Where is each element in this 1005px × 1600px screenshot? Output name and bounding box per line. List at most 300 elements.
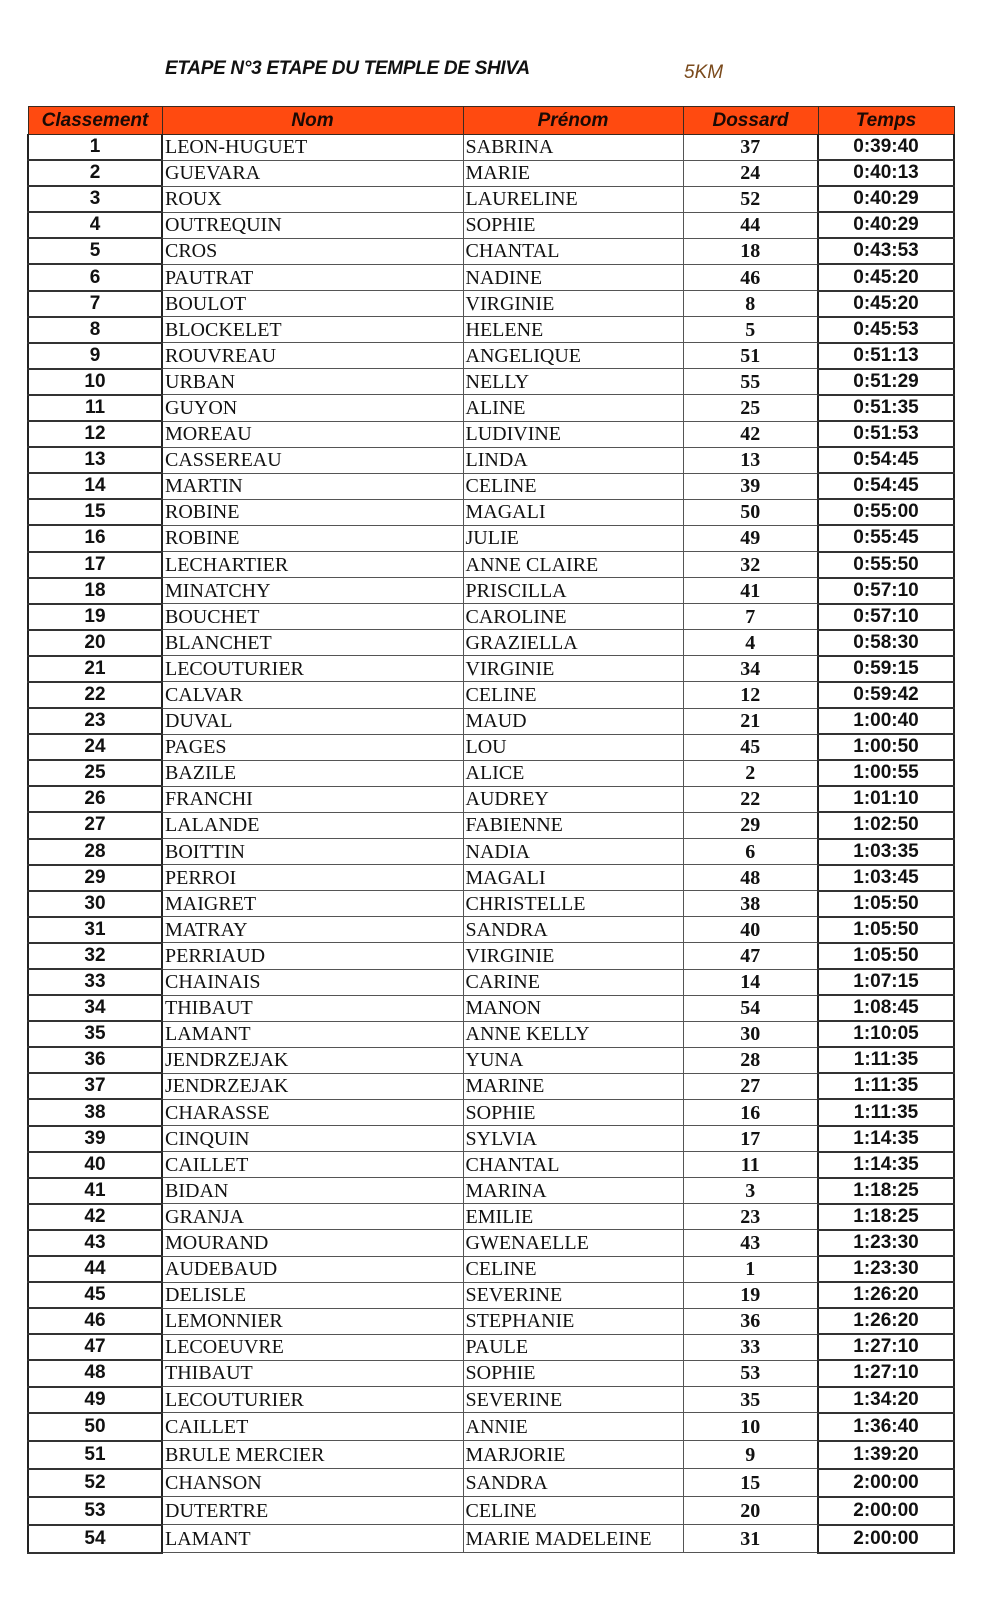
table-row (28, 473, 954, 499)
dossard-cell: 36 (683, 1308, 818, 1334)
dossard-cell: 19 (683, 1282, 818, 1308)
temps-cell: 1:18:25 (818, 1204, 954, 1230)
prenom-cell: EMILIE (463, 1204, 683, 1230)
temps-cell: 0:51:53 (818, 421, 954, 447)
prenom-cell: AUDREY (463, 786, 683, 812)
nom-cell: JENDRZEJAK (162, 1073, 463, 1099)
temps-cell: 1:00:40 (818, 708, 954, 734)
rank-cell: 9 (28, 343, 162, 369)
temps-cell: 1:36:40 (818, 1413, 954, 1441)
dossard-cell: 25 (683, 395, 818, 421)
nom-cell: CHARASSE (162, 1099, 463, 1125)
prenom-cell: SANDRA (463, 1469, 683, 1497)
nom-cell: LAMANT (162, 1525, 463, 1553)
nom-cell: PAUTRAT (162, 264, 463, 290)
temps-cell: 0:58:30 (818, 630, 954, 656)
temps-cell: 1:26:20 (818, 1308, 954, 1334)
dossard-cell: 20 (683, 1497, 818, 1525)
prenom-cell: VIRGINIE (463, 943, 683, 969)
dossard-cell: 12 (683, 682, 818, 708)
temps-cell: 1:02:50 (818, 812, 954, 838)
nom-cell: ROUX (162, 186, 463, 212)
nom-cell: CROS (162, 238, 463, 264)
table-row (28, 865, 954, 891)
temps-cell: 1:27:10 (818, 1334, 954, 1360)
temps-cell: 0:45:53 (818, 317, 954, 343)
rank-cell: 35 (28, 1021, 162, 1047)
rank-cell: 24 (28, 734, 162, 760)
table-row (28, 578, 954, 604)
nom-cell: ROUVREAU (162, 343, 463, 369)
table-row (28, 1047, 954, 1073)
prenom-cell: MAGALI (463, 499, 683, 525)
prenom-cell: CHRISTELLE (463, 891, 683, 917)
table-row (28, 734, 954, 760)
dossard-cell: 8 (683, 291, 818, 317)
prenom-cell: LUDIVINE (463, 421, 683, 447)
rank-cell: 13 (28, 447, 162, 473)
table-row (28, 1152, 954, 1178)
temps-cell: 1:11:35 (818, 1099, 954, 1125)
prenom-cell: ALINE (463, 395, 683, 421)
prenom-cell: NADIA (463, 839, 683, 865)
table-row (28, 1525, 954, 1553)
prenom-cell: ANNE CLAIRE (463, 552, 683, 578)
table-row (28, 1073, 954, 1099)
dossard-cell: 54 (683, 995, 818, 1021)
rank-cell: 21 (28, 656, 162, 682)
temps-cell: 0:59:15 (818, 656, 954, 682)
dossard-cell: 50 (683, 499, 818, 525)
table-row (28, 525, 954, 551)
rank-cell: 31 (28, 917, 162, 943)
rank-cell: 44 (28, 1256, 162, 1282)
temps-cell: 2:00:00 (818, 1469, 954, 1497)
prenom-cell: MARIE MADELEINE (463, 1525, 683, 1553)
nom-cell: BRULE MERCIER (162, 1441, 463, 1469)
nom-cell: PAGES (162, 734, 463, 760)
nom-cell: LECOUTURIER (162, 1387, 463, 1413)
temps-cell: 1:23:30 (818, 1256, 954, 1282)
rank-cell: 16 (28, 525, 162, 551)
table-row (28, 1282, 954, 1308)
nom-cell: JENDRZEJAK (162, 1047, 463, 1073)
dossard-cell: 5 (683, 317, 818, 343)
temps-cell: 0:57:10 (818, 604, 954, 630)
temps-cell: 0:43:53 (818, 238, 954, 264)
table-row (28, 1256, 954, 1282)
nom-cell: PERROI (162, 865, 463, 891)
table-row (28, 969, 954, 995)
temps-cell: 0:51:35 (818, 395, 954, 421)
temps-cell: 0:40:13 (818, 160, 954, 186)
dossard-cell: 31 (683, 1525, 818, 1553)
temps-cell: 0:55:00 (818, 499, 954, 525)
rank-cell: 48 (28, 1360, 162, 1386)
prenom-cell: VIRGINIE (463, 291, 683, 317)
nom-cell: MOREAU (162, 421, 463, 447)
prenom-cell: SEVERINE (463, 1282, 683, 1308)
nom-cell: MINATCHY (162, 578, 463, 604)
table-row (28, 1126, 954, 1152)
prenom-cell: SOPHIE (463, 212, 683, 238)
nom-cell: BLANCHET (162, 630, 463, 656)
prenom-cell: LAURELINE (463, 186, 683, 212)
dossard-cell: 45 (683, 734, 818, 760)
nom-cell: THIBAUT (162, 1360, 463, 1386)
rank-cell: 28 (28, 839, 162, 865)
prenom-cell: CHANTAL (463, 238, 683, 264)
temps-cell: 0:40:29 (818, 186, 954, 212)
nom-cell: LEMONNIER (162, 1308, 463, 1334)
dossard-cell: 32 (683, 552, 818, 578)
dossard-cell: 17 (683, 1126, 818, 1152)
nom-cell: LEON-HUGUET (162, 135, 463, 161)
prenom-cell: CAROLINE (463, 604, 683, 630)
prenom-cell: GRAZIELLA (463, 630, 683, 656)
prenom-cell: LOU (463, 734, 683, 760)
rank-cell: 53 (28, 1497, 162, 1525)
rank-cell: 37 (28, 1073, 162, 1099)
temps-cell: 1:03:35 (818, 839, 954, 865)
nom-cell: LECOEUVRE (162, 1334, 463, 1360)
temps-cell: 1:23:30 (818, 1230, 954, 1256)
column-header-temps: Temps (818, 107, 954, 135)
rank-cell: 36 (28, 1047, 162, 1073)
table-row (28, 1308, 954, 1334)
rank-cell: 18 (28, 578, 162, 604)
prenom-cell: PRISCILLA (463, 578, 683, 604)
nom-cell: ROBINE (162, 525, 463, 551)
prenom-cell: SYLVIA (463, 1126, 683, 1152)
temps-cell: 0:54:45 (818, 447, 954, 473)
nom-cell: CASSEREAU (162, 447, 463, 473)
prenom-cell: NELLY (463, 369, 683, 395)
prenom-cell: ANNE KELLY (463, 1021, 683, 1047)
dossard-cell: 28 (683, 1047, 818, 1073)
temps-cell: 1:39:20 (818, 1441, 954, 1469)
nom-cell: FRANCHI (162, 786, 463, 812)
prenom-cell: SABRINA (463, 135, 683, 161)
rank-cell: 27 (28, 812, 162, 838)
prenom-cell: GWENAELLE (463, 1230, 683, 1256)
table-row (28, 604, 954, 630)
rank-cell: 23 (28, 708, 162, 734)
table-row (28, 1334, 954, 1360)
prenom-cell: CELINE (463, 682, 683, 708)
prenom-cell: MARINE (463, 1073, 683, 1099)
prenom-cell: HELENE (463, 317, 683, 343)
temps-cell: 1:01:10 (818, 786, 954, 812)
prenom-cell: MARJORIE (463, 1441, 683, 1469)
rank-cell: 46 (28, 1308, 162, 1334)
rank-cell: 26 (28, 786, 162, 812)
prenom-cell: CHANTAL (463, 1152, 683, 1178)
rank-cell: 39 (28, 1126, 162, 1152)
table-row (28, 630, 954, 656)
temps-cell: 0:55:50 (818, 552, 954, 578)
prenom-cell: FABIENNE (463, 812, 683, 838)
dossard-cell: 48 (683, 865, 818, 891)
dossard-cell: 16 (683, 1099, 818, 1125)
nom-cell: MOURAND (162, 1230, 463, 1256)
prenom-cell: ANGELIQUE (463, 343, 683, 369)
table-row (28, 786, 954, 812)
temps-cell: 0:54:45 (818, 473, 954, 499)
prenom-cell: PAULE (463, 1334, 683, 1360)
column-header-prenom: Prénom (463, 107, 683, 135)
table-row (28, 421, 954, 447)
prenom-cell: MAGALI (463, 865, 683, 891)
temps-cell: 1:14:35 (818, 1152, 954, 1178)
dossard-cell: 49 (683, 525, 818, 551)
rank-cell: 10 (28, 369, 162, 395)
rank-cell: 42 (28, 1204, 162, 1230)
prenom-cell: MARINA (463, 1178, 683, 1204)
table-row (28, 343, 954, 369)
table-row (28, 708, 954, 734)
table-row (28, 395, 954, 421)
prenom-cell: NADINE (463, 264, 683, 290)
rank-cell: 50 (28, 1413, 162, 1441)
table-row (28, 212, 954, 238)
rank-cell: 15 (28, 499, 162, 525)
dossard-cell: 51 (683, 343, 818, 369)
dossard-cell: 43 (683, 1230, 818, 1256)
nom-cell: URBAN (162, 369, 463, 395)
column-header-dossard: Dossard (683, 107, 818, 135)
distance-label: 5KM (684, 62, 724, 83)
table-row (28, 1469, 954, 1497)
nom-cell: LAMANT (162, 1021, 463, 1047)
rank-cell: 40 (28, 1152, 162, 1178)
dossard-cell: 35 (683, 1387, 818, 1413)
prenom-cell: MARIE (463, 160, 683, 186)
nom-cell: ROBINE (162, 499, 463, 525)
temps-cell: 1:14:35 (818, 1126, 954, 1152)
dossard-cell: 38 (683, 891, 818, 917)
temps-cell: 0:45:20 (818, 291, 954, 317)
nom-cell: DUTERTRE (162, 1497, 463, 1525)
nom-cell: PERRIAUD (162, 943, 463, 969)
page-title: ETAPE N°3 ETAPE DU TEMPLE DE SHIVA (165, 58, 530, 79)
dossard-cell: 34 (683, 656, 818, 682)
nom-cell: BOITTIN (162, 839, 463, 865)
dossard-cell: 18 (683, 238, 818, 264)
table-row (28, 264, 954, 290)
rank-cell: 12 (28, 421, 162, 447)
table-row (28, 1413, 954, 1441)
table-row (28, 1441, 954, 1469)
rank-cell: 43 (28, 1230, 162, 1256)
prenom-cell: MANON (463, 995, 683, 1021)
rank-cell: 7 (28, 291, 162, 317)
rank-cell: 22 (28, 682, 162, 708)
dossard-cell: 6 (683, 839, 818, 865)
nom-cell: CALVAR (162, 682, 463, 708)
temps-cell: 1:07:15 (818, 969, 954, 995)
table-row (28, 1497, 954, 1525)
nom-cell: GRANJA (162, 1204, 463, 1230)
prenom-cell: CELINE (463, 1256, 683, 1282)
nom-cell: BLOCKELET (162, 317, 463, 343)
temps-cell: 1:27:10 (818, 1360, 954, 1386)
table-row (28, 891, 954, 917)
dossard-cell: 7 (683, 604, 818, 630)
dossard-cell: 1 (683, 1256, 818, 1282)
dossard-cell: 29 (683, 812, 818, 838)
rank-cell: 38 (28, 1099, 162, 1125)
prenom-cell: SOPHIE (463, 1360, 683, 1386)
dossard-cell: 39 (683, 473, 818, 499)
table-row (28, 917, 954, 943)
dossard-cell: 44 (683, 212, 818, 238)
temps-cell: 0:55:45 (818, 525, 954, 551)
prenom-cell: SEVERINE (463, 1387, 683, 1413)
nom-cell: AUDEBAUD (162, 1256, 463, 1282)
temps-cell: 1:10:05 (818, 1021, 954, 1047)
rank-cell: 32 (28, 943, 162, 969)
rank-cell: 1 (28, 135, 162, 161)
rank-cell: 52 (28, 1469, 162, 1497)
dossard-cell: 52 (683, 186, 818, 212)
rank-cell: 4 (28, 212, 162, 238)
temps-cell: 0:51:29 (818, 369, 954, 395)
nom-cell: CAILLET (162, 1152, 463, 1178)
dossard-cell: 22 (683, 786, 818, 812)
dossard-cell: 33 (683, 1334, 818, 1360)
dossard-cell: 47 (683, 943, 818, 969)
table-row (28, 682, 954, 708)
temps-cell: 1:11:35 (818, 1047, 954, 1073)
prenom-cell: JULIE (463, 525, 683, 551)
table-row (28, 1204, 954, 1230)
dossard-cell: 55 (683, 369, 818, 395)
prenom-cell: CELINE (463, 473, 683, 499)
temps-cell: 0:51:13 (818, 343, 954, 369)
dossard-cell: 37 (683, 135, 818, 161)
dossard-cell: 14 (683, 969, 818, 995)
rank-cell: 41 (28, 1178, 162, 1204)
temps-cell: 1:26:20 (818, 1282, 954, 1308)
temps-cell: 1:05:50 (818, 917, 954, 943)
rank-cell: 6 (28, 264, 162, 290)
nom-cell: BOULOT (162, 291, 463, 317)
nom-cell: GUEVARA (162, 160, 463, 186)
table-row (28, 186, 954, 212)
temps-cell: 2:00:00 (818, 1525, 954, 1553)
prenom-cell: STEPHANIE (463, 1308, 683, 1334)
nom-cell: GUYON (162, 395, 463, 421)
table-row (28, 1360, 954, 1386)
dossard-cell: 21 (683, 708, 818, 734)
prenom-cell: CELINE (463, 1497, 683, 1525)
rank-cell: 11 (28, 395, 162, 421)
nom-cell: OUTREQUIN (162, 212, 463, 238)
table-row (28, 943, 954, 969)
rank-cell: 20 (28, 630, 162, 656)
dossard-cell: 9 (683, 1441, 818, 1469)
dossard-cell: 42 (683, 421, 818, 447)
table-row (28, 839, 954, 865)
column-header-nom: Nom (162, 107, 463, 135)
table-row (28, 447, 954, 473)
nom-cell: THIBAUT (162, 995, 463, 1021)
rank-cell: 8 (28, 317, 162, 343)
nom-cell: LALANDE (162, 812, 463, 838)
temps-cell: 1:18:25 (818, 1178, 954, 1204)
dossard-cell: 4 (683, 630, 818, 656)
nom-cell: DUVAL (162, 708, 463, 734)
nom-cell: LECOUTURIER (162, 656, 463, 682)
rank-cell: 33 (28, 969, 162, 995)
nom-cell: MARTIN (162, 473, 463, 499)
nom-cell: MATRAY (162, 917, 463, 943)
prenom-cell: CARINE (463, 969, 683, 995)
temps-cell: 0:40:29 (818, 212, 954, 238)
prenom-cell: ANNIE (463, 1413, 683, 1441)
nom-cell: BOUCHET (162, 604, 463, 630)
column-header-classement: Classement (28, 107, 162, 135)
nom-cell: BAZILE (162, 760, 463, 786)
dossard-cell: 30 (683, 1021, 818, 1047)
dossard-cell: 3 (683, 1178, 818, 1204)
prenom-cell: MAUD (463, 708, 683, 734)
nom-cell: CHANSON (162, 1469, 463, 1497)
temps-cell: 1:05:50 (818, 891, 954, 917)
rank-cell: 5 (28, 238, 162, 264)
dossard-cell: 2 (683, 760, 818, 786)
rank-cell: 54 (28, 1525, 162, 1553)
table-row (28, 552, 954, 578)
table-row (28, 1021, 954, 1047)
temps-cell: 0:57:10 (818, 578, 954, 604)
table-row (28, 135, 954, 161)
nom-cell: LECHARTIER (162, 552, 463, 578)
rank-cell: 29 (28, 865, 162, 891)
table-row (28, 317, 954, 343)
dossard-cell: 40 (683, 917, 818, 943)
rank-cell: 47 (28, 1334, 162, 1360)
nom-cell: CINQUIN (162, 1126, 463, 1152)
dossard-cell: 41 (683, 578, 818, 604)
table-row (28, 1387, 954, 1413)
header-row (28, 107, 954, 135)
prenom-cell: ALICE (463, 760, 683, 786)
nom-cell: DELISLE (162, 1282, 463, 1308)
table-row (28, 238, 954, 264)
prenom-cell: SANDRA (463, 917, 683, 943)
dossard-cell: 15 (683, 1469, 818, 1497)
prenom-cell: LINDA (463, 447, 683, 473)
rank-cell: 51 (28, 1441, 162, 1469)
table-row (28, 291, 954, 317)
temps-cell: 1:34:20 (818, 1387, 954, 1413)
rank-cell: 30 (28, 891, 162, 917)
rank-cell: 14 (28, 473, 162, 499)
dossard-cell: 11 (683, 1152, 818, 1178)
dossard-cell: 53 (683, 1360, 818, 1386)
prenom-cell: VIRGINIE (463, 656, 683, 682)
rank-cell: 49 (28, 1387, 162, 1413)
table-row (28, 760, 954, 786)
rank-cell: 45 (28, 1282, 162, 1308)
temps-cell: 1:00:55 (818, 760, 954, 786)
rank-cell: 34 (28, 995, 162, 1021)
table-row (28, 1099, 954, 1125)
table-row (28, 369, 954, 395)
rank-cell: 25 (28, 760, 162, 786)
